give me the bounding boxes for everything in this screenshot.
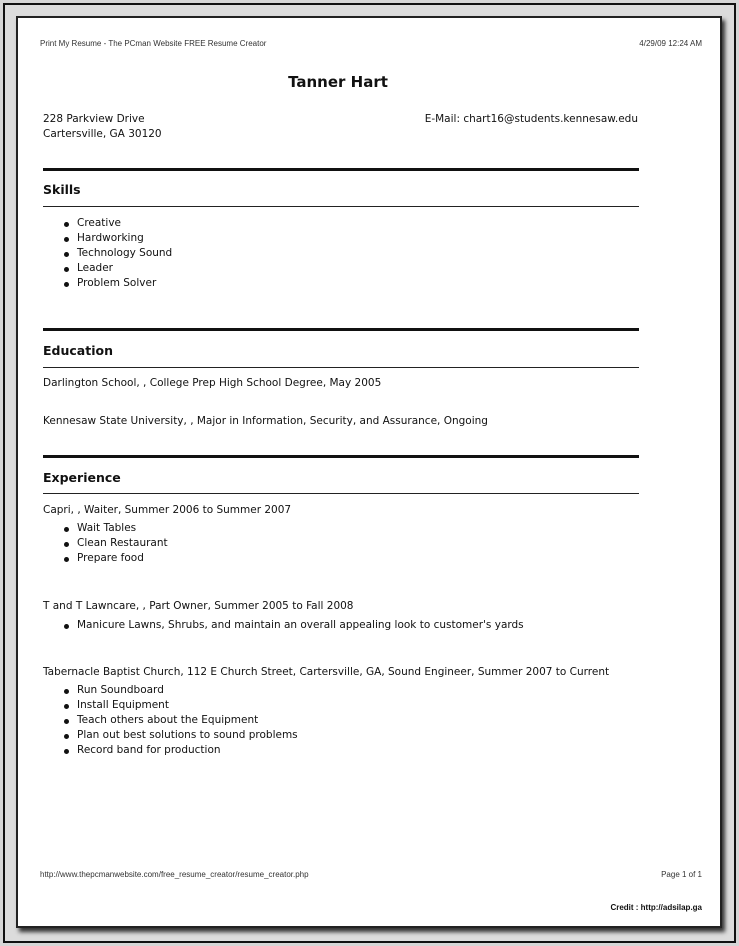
list-item: Plan out best solutions to sound problems [64,729,298,744]
section-divider [43,168,639,171]
list-item: Problem Solver [64,277,172,292]
resume-name: Tanner Hart [288,73,388,91]
list-item: Creative [64,217,172,232]
experience-heading: Experience [43,470,121,485]
list-item: Technology Sound [64,247,172,262]
education-entry: Kennesaw State University, , Major in Information, Security, and Assurance, Ongoing [43,415,488,427]
credit-text: Credit : http://adsilap.ga [610,903,702,912]
job-duties [64,522,168,567]
address-line-2: Cartersville, GA 30120 [43,128,162,140]
footer-url: http://www.thepcmanwebsite.com/free_resume_creator/resume_creator.php [40,870,309,879]
list-item: Clean Restaurant [64,537,168,552]
print-header-title: Print My Resume - The PCman Website FREE Resume Creator [40,39,267,48]
list-item: Install Equipment [64,699,298,714]
job-duties [64,619,524,634]
section-underline [43,206,639,207]
section-divider [43,455,639,458]
job-heading: Capri, , Waiter, Summer 2006 to Summer 2007 [43,504,292,516]
page-number: Page 1 of 1 [661,870,702,879]
education-heading: Education [43,343,113,358]
skills-list [64,217,172,292]
section-underline [43,367,639,368]
list-item: Teach others about the Equipment [64,714,298,729]
print-header-date: 4/29/09 12:24 AM [639,39,702,48]
section-divider [43,328,639,331]
address-line-1: 228 Parkview Drive [43,113,145,125]
list-item: Manicure Lawns, Shrubs, and maintain an overall appealing look to customer's yards [64,619,524,634]
job-heading: Tabernacle Baptist Church, 112 E Church Street, Cartersville, GA, Sound Engineer, Summer 2007 to Current [43,666,610,678]
email: E-Mail: chart16@students.kennesaw.edu [424,113,638,125]
list-item: Leader [64,262,172,277]
education-entry: Darlington School, , College Prep High School Degree, May 2005 [43,377,382,389]
list-item: Record band for production [64,744,298,759]
list-item: Hardworking [64,232,172,247]
list-item: Prepare food [64,552,168,567]
job-heading: T and T Lawncare, , Part Owner, Summer 2005 to Fall 2008 [43,600,354,612]
list-item: Wait Tables [64,522,168,537]
skills-heading: Skills [43,182,81,197]
list-item: Run Soundboard [64,684,298,699]
section-underline [43,493,639,494]
job-duties [64,684,298,759]
resume-page [16,16,722,928]
